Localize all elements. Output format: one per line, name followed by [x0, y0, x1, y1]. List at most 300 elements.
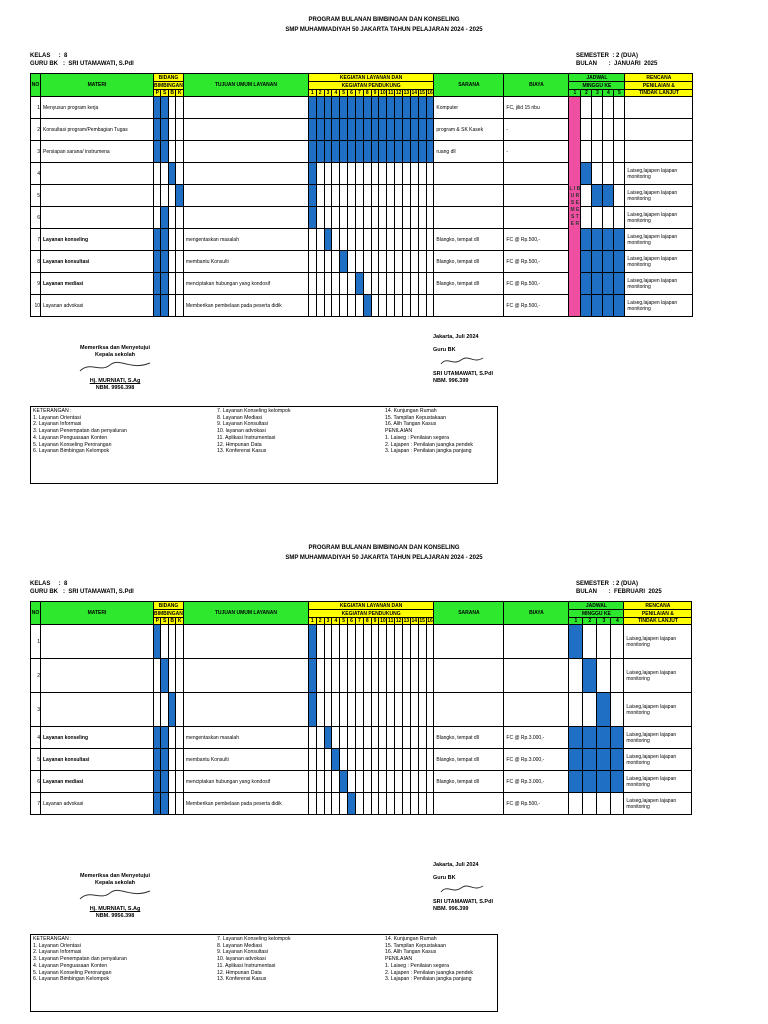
keterangan-item: 14. Kunjungan Rumah [385, 408, 437, 414]
week-cell [592, 251, 603, 273]
signature-scribble-icon [75, 887, 155, 903]
kegiatan-cell [363, 185, 371, 207]
header-kegiatan-num: 13 [403, 618, 410, 624]
row-materi [41, 207, 154, 229]
kegiatan-cell [332, 185, 340, 207]
kegiatan-cell [395, 141, 403, 163]
kegiatan-cell [308, 273, 316, 295]
kegiatan-cell [355, 229, 363, 251]
week-cell [569, 771, 583, 793]
header-kegiatan-pendukung: KEGIATAN PENDUKUNG [308, 82, 434, 90]
week-cell [583, 749, 597, 771]
header-tindak-lanjut: TINDAK LANJUT [624, 618, 692, 625]
kegiatan-cell [418, 693, 426, 727]
semester-label: SEMESTER : 2 (DUA) [576, 581, 639, 587]
kegiatan-cell [348, 771, 356, 793]
header-jadwal: JADWAL [569, 74, 625, 82]
header-kegiatan-num: 6 [348, 90, 356, 97]
bidang-cell [176, 659, 183, 693]
week-cell [603, 119, 614, 141]
header-bimbingan: BIMBINGAN [154, 610, 183, 617]
kegiatan-cell [387, 295, 395, 317]
row-sarana [434, 207, 504, 229]
kegiatan-cell [348, 693, 356, 727]
kegiatan-cell [395, 693, 403, 727]
kegiatan-cell [348, 749, 356, 771]
kegiatan-cell [308, 141, 316, 163]
row-biaya [504, 659, 569, 693]
keterangan-item: 13. Konferensi Kasus [217, 976, 267, 983]
kegiatan-cell [316, 251, 324, 273]
header-kegiatan-num: 4 [332, 618, 340, 625]
week-cell [611, 693, 624, 727]
kegiatan-cell [348, 295, 356, 317]
header-kegiatan-num: 2 [316, 90, 324, 97]
kegiatan-cell [387, 185, 395, 207]
kegiatan-cell [410, 749, 418, 771]
kegiatan-cell [363, 251, 371, 273]
kegiatan-cell [316, 163, 324, 185]
kegiatan-cell [348, 229, 356, 251]
kegiatan-cell [371, 771, 379, 793]
header-bidang-s: S [161, 618, 168, 625]
kegiatan-cell [363, 163, 371, 185]
kegiatan-cell [316, 749, 324, 771]
keterangan-item: 1. Layanan Orientasi [33, 942, 81, 949]
kegiatan-cell [308, 119, 316, 141]
bidang-cell [161, 141, 168, 163]
kegiatan-cell [308, 207, 316, 229]
kegiatan-cell [308, 693, 316, 727]
kegiatan-cell [387, 771, 395, 793]
kegiatan-cell [324, 625, 332, 659]
kegiatan-cell [418, 119, 426, 141]
week-cell [581, 229, 592, 251]
row-biaya: - [504, 141, 569, 163]
kegiatan-cell [340, 659, 348, 693]
week-cell [569, 749, 583, 771]
kegiatan-cell [395, 295, 403, 317]
kegiatan-cell [324, 659, 332, 693]
kegiatan-cell [324, 727, 332, 749]
kegiatan-cell [410, 163, 418, 185]
kegiatan-cell [308, 229, 316, 251]
kegiatan-cell [363, 771, 371, 793]
week-cell [569, 625, 583, 659]
header-kegiatan-num: 5 [340, 90, 348, 97]
kegiatan-cell [371, 185, 379, 207]
header-kegiatan-num: 7 [355, 90, 363, 97]
keterangan-column [217, 408, 291, 455]
table-row [31, 295, 693, 317]
kegiatan-cell [332, 251, 340, 273]
row-number: 4 [31, 727, 41, 749]
row-rencana: Laiseg,lajapen lajapan monitoring [625, 229, 693, 251]
bidang-cell [168, 793, 175, 815]
week-cell [597, 771, 611, 793]
bidang-cell [154, 141, 161, 163]
kegiatan-cell [340, 771, 348, 793]
week-cell [581, 163, 592, 185]
table-row [31, 659, 692, 693]
row-number: 2 [31, 119, 41, 141]
bidang-cell [154, 119, 161, 141]
week-cell [581, 273, 592, 295]
keterangan-item: 9. Layanan Konsultasi [217, 421, 269, 428]
kegiatan-cell [340, 207, 348, 229]
week-cell [597, 793, 611, 815]
kegiatan-cell [340, 97, 348, 119]
kegiatan-cell [340, 141, 348, 163]
row-materi: Layanan konseling [41, 727, 154, 749]
kegiatan-cell [418, 771, 426, 793]
row-biaya: FC, jilid 15 ribu [504, 97, 569, 119]
bidang-cell [154, 207, 161, 229]
bidang-cell [168, 163, 175, 185]
kegiatan-cell [340, 229, 348, 251]
keterangan-item: 6. Layanan Bimbingan Kelompok [33, 976, 110, 983]
row-tujuan: Memberikan pembelaan pada peserta didik [183, 793, 308, 815]
row-number: 1 [31, 97, 41, 119]
header-week: 4 [611, 618, 624, 625]
bidang-cell [161, 185, 168, 207]
kegiatan-cell [316, 693, 324, 727]
kegiatan-cell [363, 97, 371, 119]
row-tujuan [183, 659, 308, 693]
header-rencana: RENCANA [624, 602, 692, 610]
bidang-cell [154, 749, 161, 771]
header-kegiatan-num: 12 [395, 618, 402, 624]
kegiatan-cell [371, 295, 379, 317]
bidang-cell [168, 97, 175, 119]
keterangan-item: 2. Layanan Informasi [33, 949, 82, 956]
row-tujuan [183, 207, 308, 229]
kegiatan-cell [418, 229, 426, 251]
bidang-cell [176, 771, 183, 793]
bidang-cell [154, 625, 161, 659]
week-cell [583, 793, 597, 815]
kegiatan-cell [379, 771, 387, 793]
kegiatan-cell [410, 251, 418, 273]
week-cell [603, 251, 614, 273]
kegiatan-cell [324, 97, 332, 119]
bidang-cell [176, 207, 183, 229]
kegiatan-cell [348, 727, 356, 749]
kegiatan-cell [410, 185, 418, 207]
kegiatan-cell [316, 207, 324, 229]
row-tujuan: Memberikan pembelaan pada peserta didik [183, 295, 308, 317]
week-cell [611, 659, 624, 693]
row-biaya [504, 163, 569, 185]
keterangan-item: 14. Kunjungan Rumah [385, 936, 437, 942]
kegiatan-cell [418, 727, 426, 749]
signature-scribble-icon [433, 882, 493, 896]
kegiatan-cell [418, 185, 426, 207]
keterangan-item: 11. Aplikasi Instrumentasi [217, 434, 276, 441]
week-cell [603, 295, 614, 317]
kegiatan-cell [426, 251, 434, 273]
keterangan-item: 13. Konferensi Kasus [217, 448, 267, 455]
kegiatan-cell [332, 207, 340, 229]
header-bidang-p: P [154, 618, 161, 625]
week-cell [583, 771, 597, 793]
keterangan-item: PENILAIAN [385, 428, 413, 435]
kegiatan-cell [316, 273, 324, 295]
kegiatan-cell [418, 163, 426, 185]
row-rencana: Laiseg,lajapen lajapan monitoring [624, 727, 692, 749]
week-cell [592, 97, 603, 119]
week-cell [614, 97, 625, 119]
bidang-cell [168, 727, 175, 749]
row-tujuan [183, 185, 308, 207]
row-biaya: FC @ Rp.500,- [504, 793, 569, 815]
row-number: 7 [31, 793, 41, 815]
kegiatan-cell [418, 749, 426, 771]
sign-left-name: Hj. MURNIATI, S.Ag [89, 906, 141, 912]
header-kegiatan-num: 10 [380, 90, 386, 96]
kegiatan-cell [395, 251, 403, 273]
kegiatan-cell [371, 163, 379, 185]
row-materi: Layanan advokasi [41, 295, 154, 317]
kegiatan-cell [324, 163, 332, 185]
keterangan-item: 4. Layanan Penguasaan Konten [33, 962, 108, 969]
kegiatan-cell [308, 793, 316, 815]
kegiatan-cell [355, 793, 363, 815]
kegiatan-cell [348, 141, 356, 163]
row-sarana [434, 693, 504, 727]
signature-right [433, 862, 493, 913]
kegiatan-cell [332, 229, 340, 251]
signature-scribble-icon [75, 359, 155, 375]
kegiatan-cell [324, 295, 332, 317]
header-kegiatan-num: 13 [403, 90, 410, 96]
kegiatan-cell [371, 229, 379, 251]
kegiatan-cell [395, 625, 403, 659]
header-bidang-s: S [161, 90, 168, 97]
week-cell [569, 793, 583, 815]
row-sarana [434, 163, 504, 185]
row-number: 7 [31, 229, 41, 251]
kegiatan-cell [387, 625, 395, 659]
row-biaya: FC @ Rp.3.000,- [504, 727, 569, 749]
week-cell [597, 693, 611, 727]
bidang-cell [168, 659, 175, 693]
kegiatan-cell [324, 273, 332, 295]
bidang-cell [154, 273, 161, 295]
bidang-cell [176, 295, 183, 317]
signature-left [60, 873, 170, 920]
row-rencana: Laiseg,lajapen lajapan monitoring [624, 771, 692, 793]
week-cell [597, 727, 611, 749]
row-biaya: - [504, 119, 569, 141]
kegiatan-cell [308, 749, 316, 771]
bidang-cell [154, 659, 161, 693]
kegiatan-cell [403, 251, 411, 273]
row-tujuan [183, 119, 308, 141]
table-row [31, 273, 693, 295]
row-sarana [434, 185, 504, 207]
kegiatan-cell [371, 749, 379, 771]
kegiatan-cell [395, 793, 403, 815]
kegiatan-cell [403, 693, 411, 727]
header-kegiatan-num: 14 [411, 90, 418, 96]
bidang-cell [176, 727, 183, 749]
bidang-cell [168, 229, 175, 251]
header-no: NO [31, 602, 41, 625]
header-biaya: BIAYA [504, 602, 569, 625]
row-biaya [504, 693, 569, 727]
kegiatan-cell [332, 141, 340, 163]
kegiatan-cell [355, 727, 363, 749]
sign-right-place: Jakarta, Juli 2024 [433, 862, 479, 868]
kegiatan-cell [340, 793, 348, 815]
keterangan-box [30, 406, 498, 484]
keterangan-column [217, 936, 291, 983]
week-cell [611, 727, 624, 749]
row-sarana [434, 625, 504, 659]
bidang-cell [168, 185, 175, 207]
kegiatan-cell [332, 659, 340, 693]
sign-left-nbm: NBM. 9956.398 [95, 385, 135, 391]
kegiatan-cell [371, 141, 379, 163]
keterangan-item: 7. Layanan Konseling kelompok [217, 408, 291, 414]
row-rencana [625, 141, 693, 163]
kegiatan-cell [426, 229, 434, 251]
kegiatan-cell [371, 659, 379, 693]
week-cell [592, 119, 603, 141]
kegiatan-cell [371, 251, 379, 273]
week-cell [583, 659, 597, 693]
kegiatan-cell [363, 793, 371, 815]
kegiatan-cell [395, 659, 403, 693]
bidang-cell [176, 163, 183, 185]
header-kegiatan-num: 3 [324, 618, 332, 625]
keterangan-item: 10. layanan advokasi [217, 428, 266, 435]
keterangan-item: 2. Lajapen : Penilaian juangka pendek [385, 441, 473, 448]
bidang-cell [161, 119, 168, 141]
keterangan-item: 3. Lajapan : Penilaian jangka panjang [385, 448, 472, 455]
kegiatan-cell [348, 207, 356, 229]
row-sarana: Blangko, tempat dll [434, 273, 504, 295]
row-number: 2 [31, 659, 41, 693]
bidang-cell [168, 273, 175, 295]
header-materi: MATERI [41, 74, 154, 97]
kegiatan-cell [363, 659, 371, 693]
week-cell [569, 659, 583, 693]
kegiatan-cell [395, 727, 403, 749]
bidang-cell [154, 295, 161, 317]
keterangan-item: 5. Layanan Konseling Perorangan [33, 441, 112, 448]
row-sarana [434, 659, 504, 693]
kegiatan-cell [379, 185, 387, 207]
kegiatan-cell [355, 207, 363, 229]
kegiatan-cell [379, 141, 387, 163]
header-kegiatan-num: 14 [411, 618, 418, 624]
week-cell [611, 749, 624, 771]
bidang-cell [168, 749, 175, 771]
kegiatan-cell [340, 185, 348, 207]
week-cell [603, 97, 614, 119]
week-cell [614, 251, 625, 273]
week-cell [592, 229, 603, 251]
program-table [30, 73, 693, 317]
bidang-cell [168, 207, 175, 229]
kegiatan-cell [379, 727, 387, 749]
kegiatan-cell [426, 97, 434, 119]
row-number: 4 [31, 163, 41, 185]
bidang-cell [168, 693, 175, 727]
kegiatan-cell [340, 251, 348, 273]
keterangan-item: 4. Layanan Penguasaan Konten [33, 434, 108, 441]
week-cell [592, 273, 603, 295]
kegiatan-cell [418, 207, 426, 229]
bidang-cell [161, 727, 168, 749]
bidang-cell [176, 185, 183, 207]
row-number: 3 [31, 141, 41, 163]
table-row [31, 119, 693, 141]
kegiatan-cell [426, 163, 434, 185]
row-rencana [625, 119, 693, 141]
row-tujuan: membantu Konsulti [183, 251, 308, 273]
kegiatan-cell [355, 141, 363, 163]
sign-right-role: Guru BK [433, 875, 456, 881]
keterangan-item: 5. Layanan Konseling Perorangan [33, 969, 112, 976]
row-rencana: Laiseg,lajapen lajapan monitoring [624, 693, 692, 727]
kegiatan-cell [403, 295, 411, 317]
bidang-cell [176, 793, 183, 815]
kegiatan-cell [332, 295, 340, 317]
row-materi: Konsultasi program/Pembagian Tugas [41, 119, 154, 141]
header-kegiatan-pendukung: KEGIATAN PENDUKUNG [308, 610, 434, 618]
kegiatan-cell [387, 749, 395, 771]
keterangan-item: 16. Alih Tangan Kasus [385, 421, 437, 428]
kegiatan-cell [403, 163, 411, 185]
bidang-cell [168, 625, 175, 659]
kegiatan-cell [395, 273, 403, 295]
kegiatan-cell [426, 659, 434, 693]
kegiatan-cell [324, 185, 332, 207]
row-sarana [434, 295, 504, 317]
keterangan-item: 8. Layanan Mediasi [217, 942, 262, 949]
kegiatan-cell [355, 185, 363, 207]
keterangan-item: 12. Himpunan Data [217, 969, 262, 976]
sign-right-place: Jakarta, Juli 2024 [433, 334, 479, 340]
kegiatan-cell [348, 163, 356, 185]
header-bidang-k: K [177, 90, 182, 96]
keterangan-item: 15. Tampilan Kepustakaan [385, 942, 447, 949]
kegiatan-cell [340, 119, 348, 141]
week-cell [611, 625, 624, 659]
kegiatan-cell [316, 185, 324, 207]
header-no: NO [31, 74, 41, 97]
header-bidang-b: B [170, 618, 174, 624]
bidang-cell [176, 141, 183, 163]
week-cell [569, 693, 583, 727]
row-biaya: FC @ Rp.3.000,- [504, 771, 569, 793]
header-kegiatan-num: 15 [419, 618, 425, 624]
kegiatan-cell [426, 693, 434, 727]
kegiatan-cell [371, 693, 379, 727]
signature-left [60, 345, 170, 392]
week-cell [583, 693, 597, 727]
kegiatan-cell [363, 141, 371, 163]
kegiatan-cell [379, 97, 387, 119]
kegiatan-cell [308, 251, 316, 273]
kegiatan-cell [387, 163, 395, 185]
kegiatan-cell [395, 163, 403, 185]
header-kegiatan-num: 12 [395, 90, 402, 96]
kegiatan-cell [395, 771, 403, 793]
